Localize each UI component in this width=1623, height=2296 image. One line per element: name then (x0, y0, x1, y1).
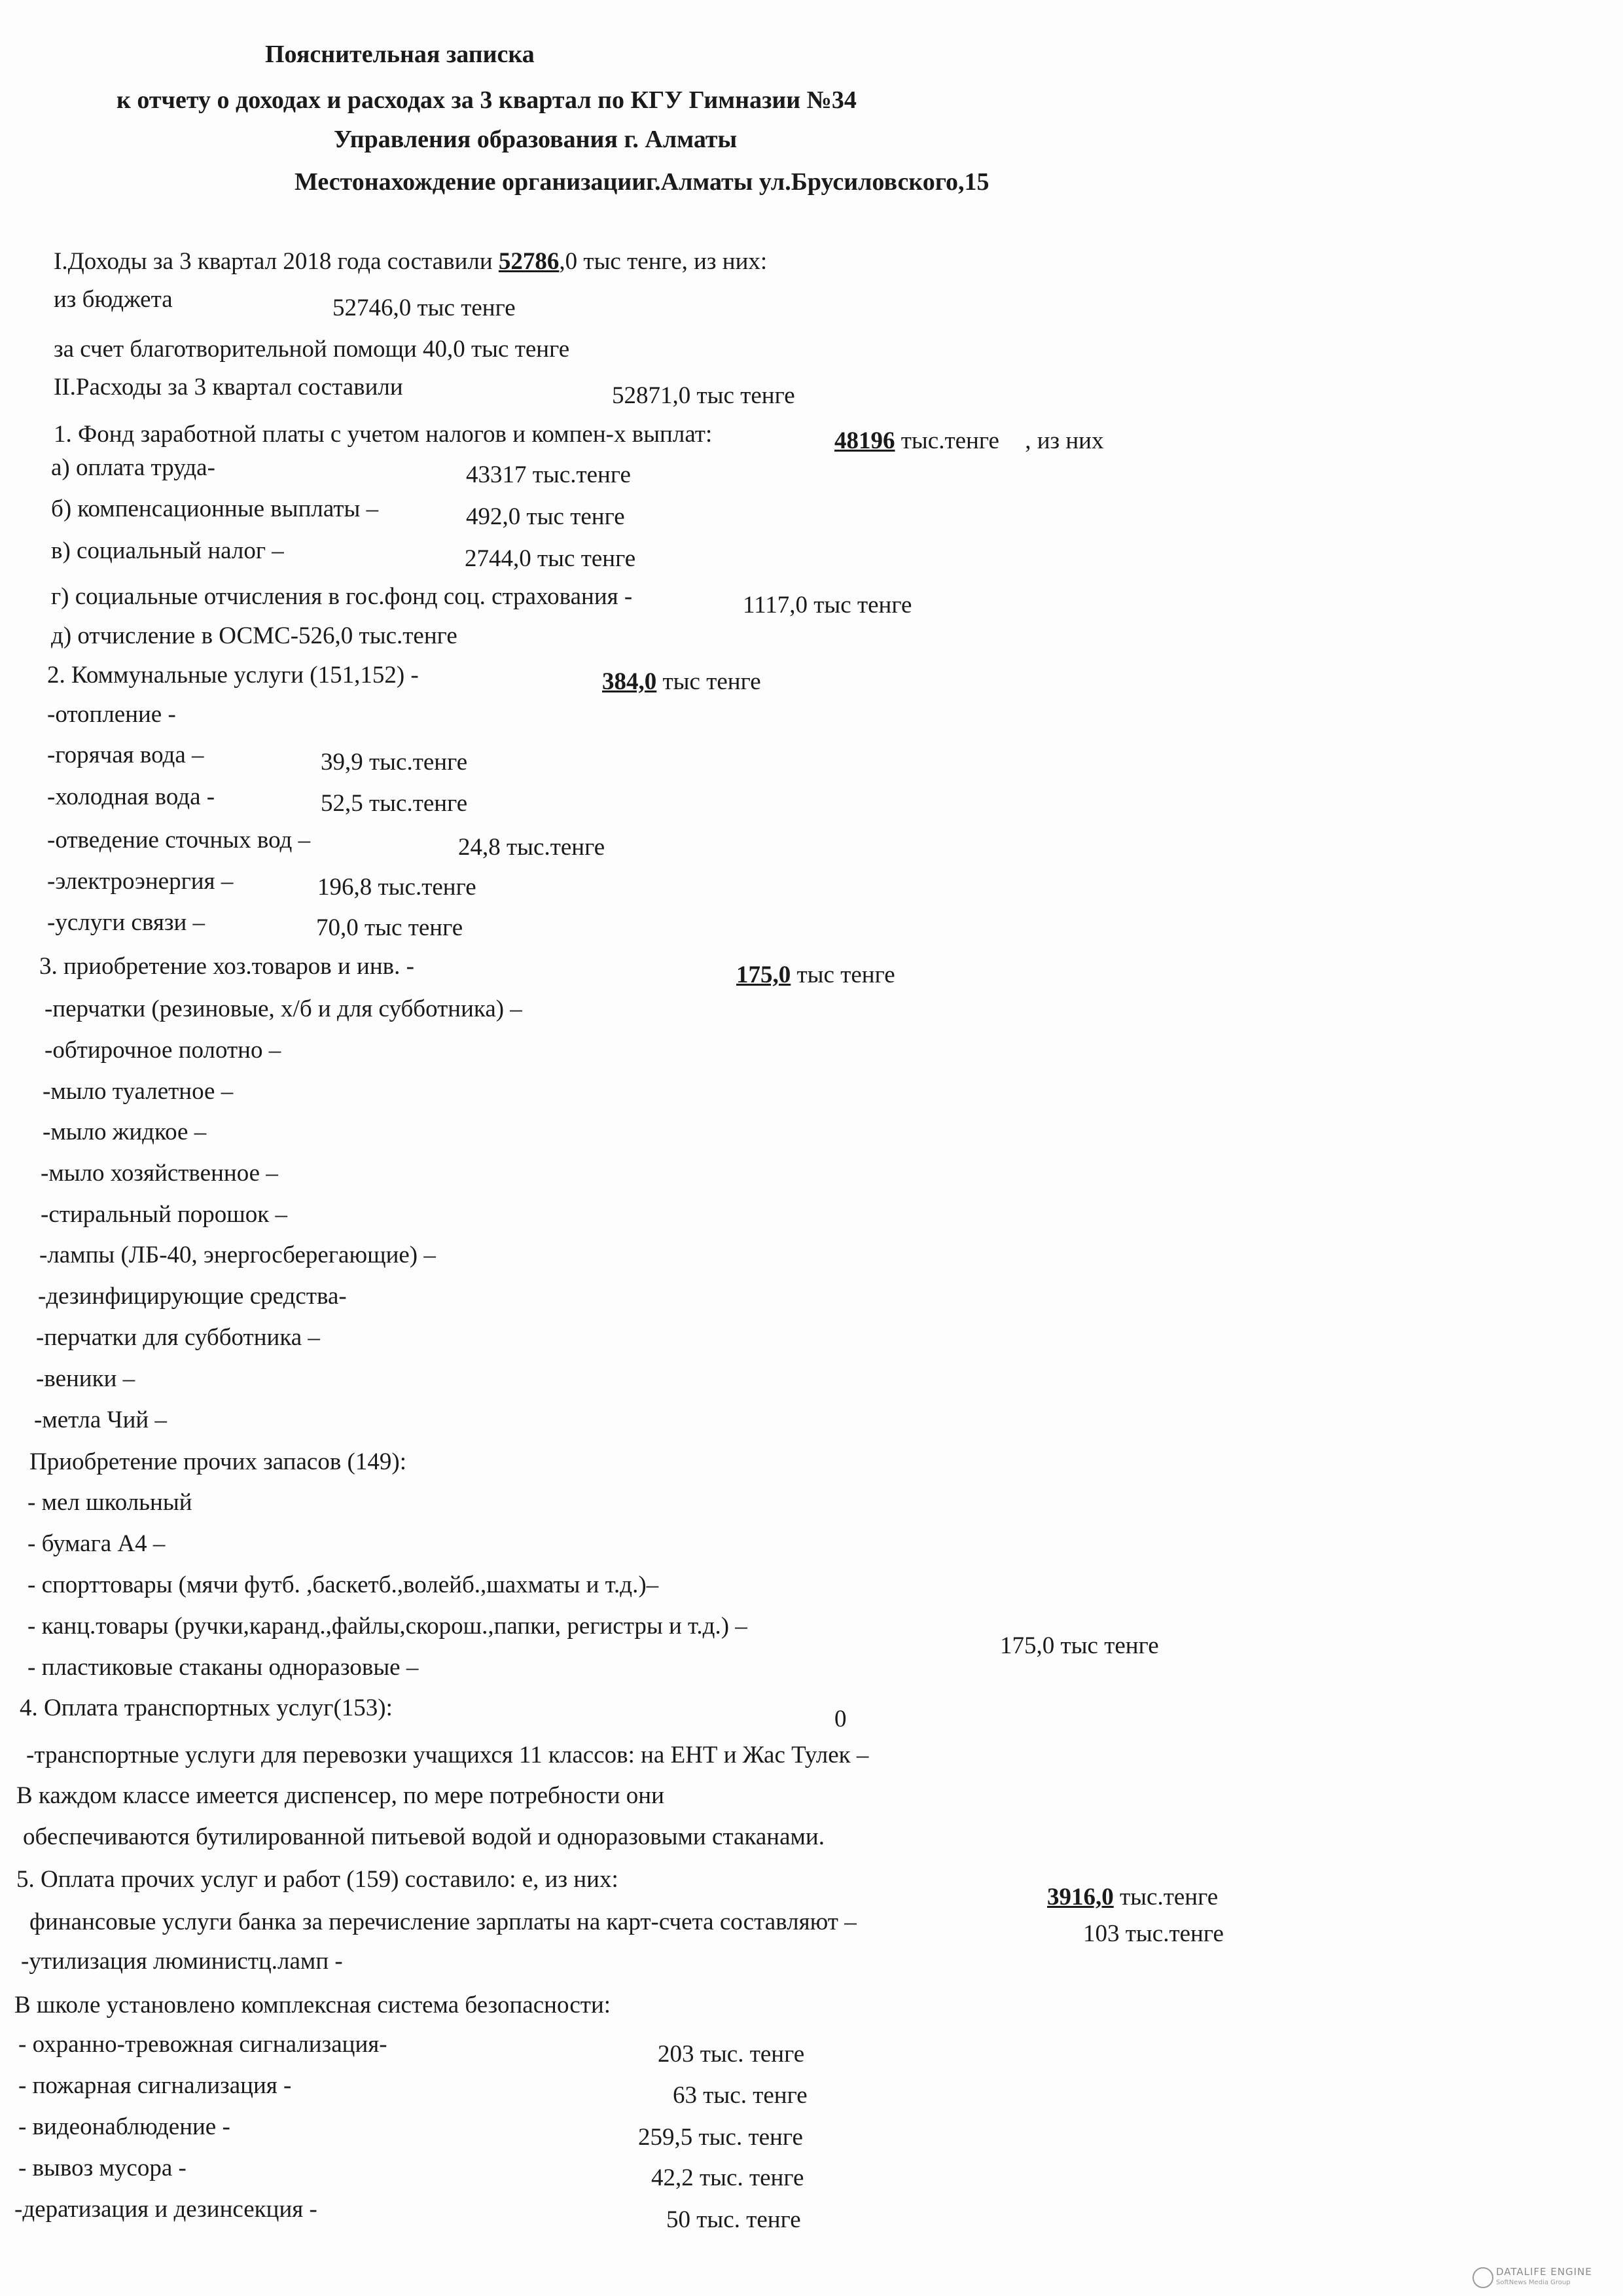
watermark-line-1: DATALIFE ENGINE (1496, 2266, 1592, 2278)
income-total-decimal: ,0 (559, 248, 578, 275)
household-item: -мыло туалетное – (43, 1078, 234, 1105)
household-item: -лампы (ЛБ-40, энергосберегающие) – (39, 1242, 436, 1268)
household-total: 175,0 (736, 961, 791, 988)
household-total-block (736, 961, 895, 990)
department-name: Управления образования г. Алматы (334, 126, 738, 153)
video-value: 259,5 тыс. тенге (638, 2124, 803, 2151)
payroll-b-value: 492,0 тыс тенге (466, 503, 625, 530)
utilities-total-unit: тыс тенге (662, 668, 761, 695)
payroll-title: 1. Фонд заработной платы с учетом налогов и компен-х выплат: (54, 421, 713, 448)
transport-line-2: В каждом классе имеется диспенсер, по мере потребности они (16, 1782, 664, 1809)
other-services-total: 3916,0 (1047, 1884, 1114, 1910)
payroll-total-block (834, 427, 1104, 456)
household-item: -перчатки для субботника – (36, 1324, 320, 1351)
utilities-cold-water-value: 52,5 тыс.тенге (321, 790, 468, 817)
utilities-total: 384,0 (602, 668, 657, 695)
household-item: -обтирочное полотно – (45, 1037, 281, 1064)
document-title: Пояснительная записка (265, 41, 535, 68)
supplies-office: - канц.товары (ручки,каранд.,файлы,скорош.,папки, регистры и т.д.) – (27, 1613, 747, 1640)
payroll-total: 48196 (834, 427, 895, 454)
payroll-suffix: , из них (1025, 427, 1104, 454)
income-budget-value: 52746,0 тыс тенге (332, 295, 516, 321)
household-item: -мыло хозяйственное – (41, 1160, 278, 1187)
household-item: -стиральный порошок – (41, 1201, 288, 1228)
income-total: 52786 (498, 248, 560, 275)
pest-control-value: 50 тыс. тенге (666, 2206, 801, 2233)
utilities-hot-water-value: 39,9 тыс.тенге (321, 749, 468, 776)
bank-services-label: финансовые услуги банка за перечисление зарплаты на карт-счета составляют – (29, 1909, 857, 1935)
utilities-cold-water-label: -холодная вода - (47, 783, 215, 810)
video-label: - видеонаблюдение - (18, 2113, 230, 2140)
income-title (54, 247, 767, 276)
payroll-total-unit: тыс.тенге (901, 427, 999, 454)
expenses-title: II.Расходы за 3 квартал составили (54, 374, 403, 401)
other-services-total-block (1047, 1883, 1218, 1912)
household-item: -дезинфицирующие средства- (38, 1283, 347, 1310)
transport-line-1: -транспортные услуги для перевозки учащихся 11 классов: на ЕНТ и Жас Тулек – (26, 1742, 869, 1768)
watermark-line-2: SoftNews Media Group (1496, 2279, 1571, 2286)
payroll-c-value: 2744,0 тыс тенге (465, 545, 636, 572)
transport-title: 4. Оплата транспортных услуг(153): (20, 1695, 393, 1721)
household-total-unit: тыс тенге (796, 961, 895, 988)
document-subtitle: к отчету о доходах и расходах за 3 квартал по КГУ Гимназии №34 (116, 86, 857, 114)
utilities-total-block (602, 668, 761, 696)
payroll-d-label: г) социальные отчисления в гос.фонд соц. страхования - (51, 583, 633, 610)
utilities-heating: -отопление - (47, 701, 176, 728)
payroll-e-line: д) отчисление в ОСМС-526,0 тыс.тенге (51, 622, 457, 649)
transport-value: 0 (834, 1706, 847, 1732)
security-title: В школе установлено комплексная система безопасности: (14, 1992, 611, 2018)
utilities-comm-label: -услуги связи – (47, 909, 205, 936)
utilities-sewer-value: 24,8 тыс.тенге (458, 834, 605, 861)
security-alarm-label: - охранно-тревожная сигнализация- (18, 2031, 387, 2058)
expenses-total: 52871,0 тыс тенге (612, 382, 795, 409)
trash-removal-value: 42,2 тыс. тенге (651, 2164, 804, 2191)
household-title: 3. приобретение хоз.товаров и инв. - (39, 953, 414, 980)
organization-location: Местонахождение организацииг.Алматы ул.Брусиловского,15 (294, 168, 990, 196)
other-services-title: 5. Оплата прочих услуг и работ (159) составило: е, из них: (16, 1866, 618, 1893)
supplies-sports: - спорттовары (мячи футб. ,баскетб.,волейб.,шахматы и т.д.)– (27, 1571, 659, 1598)
utilities-comm-value: 70,0 тыс тенге (316, 914, 463, 941)
household-item: -веники – (36, 1365, 135, 1392)
payroll-d-value: 1117,0 тыс тенге (743, 592, 912, 619)
household-item: -перчатки (резиновые, х/б и для субботника) – (45, 996, 522, 1022)
pest-control-label: -дератизация и дезинсекция - (14, 2196, 317, 2223)
payroll-b-label: б) компенсационные выплаты – (51, 495, 379, 522)
payroll-a-label: а) оплата труда- (51, 454, 215, 481)
fire-alarm-value: 63 тыс. тенге (673, 2082, 808, 2109)
watermark-logo (1472, 2265, 1610, 2291)
other-supplies-title: Приобретение прочих запасов (149): (29, 1448, 406, 1475)
utilities-power-label: -электроэнергия – (47, 868, 234, 895)
bank-services-value: 103 тыс.тенге (1083, 1920, 1224, 1947)
payroll-c-label: в) социальный налог – (51, 537, 284, 564)
income-title-prefix: I.Доходы за 3 квартал 2018 года составили (54, 248, 493, 275)
utilities-power-value: 196,8 тыс.тенге (317, 874, 476, 901)
security-alarm-value: 203 тыс. тенге (658, 2041, 805, 2068)
supplies-chalk: - мел школьный (27, 1489, 192, 1516)
household-item: -метла Чий – (34, 1407, 167, 1433)
supplies-cups: - пластиковые стаканы одноразовые – (27, 1654, 419, 1681)
supplies-office-value: 175,0 тыс тенге (1000, 1632, 1159, 1659)
lamp-disposal: -утилизация люминистц.ламп - (21, 1948, 343, 1975)
income-budget-label: из бюджета (54, 286, 173, 313)
logo-circle-icon (1472, 2267, 1493, 2288)
utilities-title: 2. Коммунальные услуги (151,152) - (47, 662, 419, 689)
utilities-sewer-label: -отведение сточных вод – (47, 827, 311, 853)
household-item: -мыло жидкое – (43, 1119, 207, 1145)
utilities-hot-water-label: -горячая вода – (47, 742, 204, 768)
transport-line-3: обеспечиваются бутилированной питьевой водой и одноразовыми стаканами. (23, 1823, 825, 1850)
other-services-total-unit: тыс.тенге (1120, 1884, 1219, 1910)
trash-removal-label: - вывоз мусора - (18, 2155, 187, 2181)
income-title-suffix: тыс тенге, из них: (583, 248, 768, 275)
payroll-a-value: 43317 тыс.тенге (466, 461, 631, 488)
supplies-paper: - бумага А4 – (27, 1530, 166, 1557)
fire-alarm-label: - пожарная сигнализация - (18, 2072, 292, 2099)
income-charity: за счет благотворительной помощи 40,0 тыс тенге (54, 336, 570, 363)
